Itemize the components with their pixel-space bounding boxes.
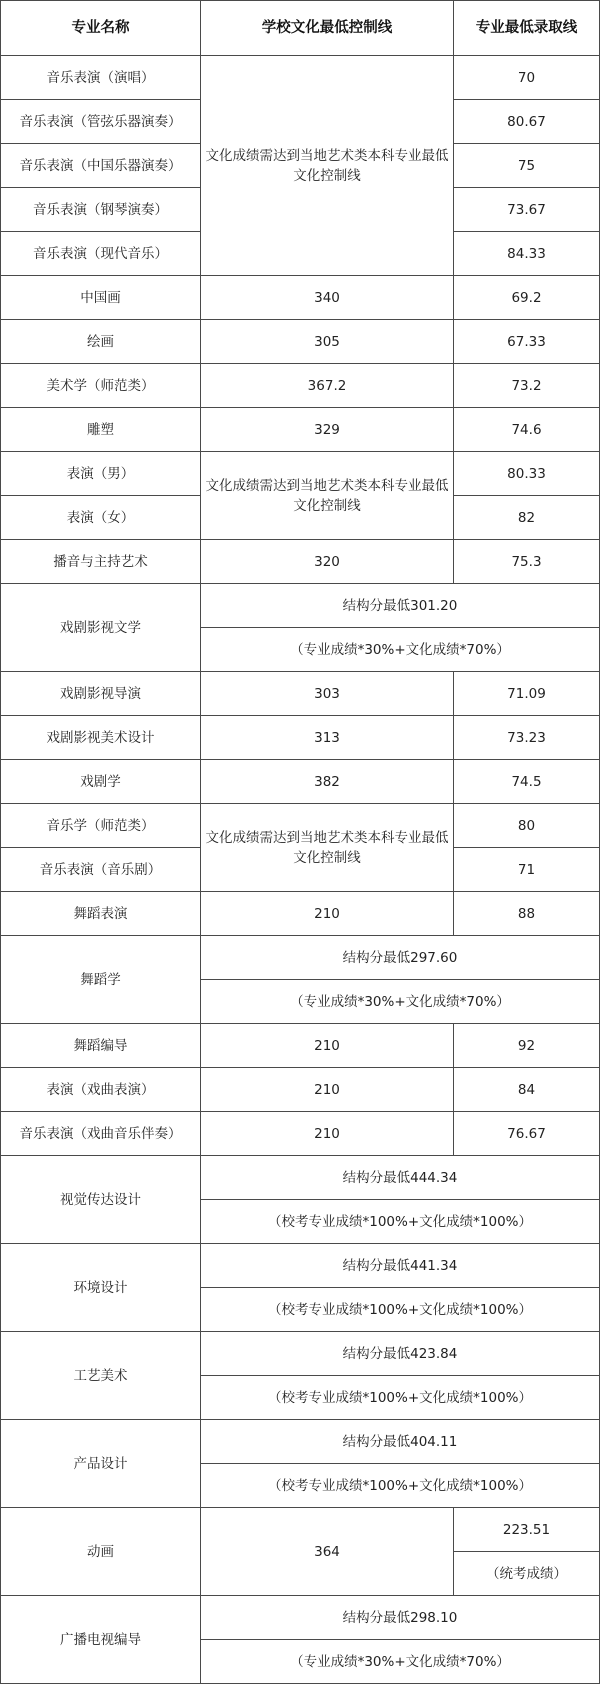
table-row (1, 56, 600, 100)
major-min-score: 82 (454, 496, 600, 540)
table-row (1, 1508, 600, 1552)
major-min-score: 88 (454, 892, 600, 936)
table-row (1, 1596, 600, 1640)
major-min-score: 73.2 (454, 364, 600, 408)
table-row (1, 760, 600, 804)
major-name: 音乐表演（钢琴演奏） (1, 188, 201, 232)
culture-min-score: 340 (201, 276, 454, 320)
composite-min-score: 结构分最低298.10 (201, 1596, 600, 1640)
major-name: 音乐表演（戏曲音乐伴奏） (1, 1112, 201, 1156)
major-min-score: 74.6 (454, 408, 600, 452)
major-name: 音乐表演（演唱） (1, 56, 201, 100)
major-min-score: 69.2 (454, 276, 600, 320)
culture-min-score: 210 (201, 892, 454, 936)
table-row (1, 1068, 600, 1112)
culture-requirement-note: 文化成绩需达到当地艺术类本科专业最低文化控制线 (201, 452, 454, 540)
major-min-score: 73.23 (454, 716, 600, 760)
culture-min-score: 305 (201, 320, 454, 364)
major-min-score: 70 (454, 56, 600, 100)
major-name: 音乐表演（音乐剧） (1, 848, 201, 892)
header-culture-min-line: 学校文化最低控制线 (201, 1, 454, 56)
major-min-score: 76.67 (454, 1112, 600, 1156)
culture-requirement-note: 文化成绩需达到当地艺术类本科专业最低文化控制线 (201, 56, 454, 276)
major-min-score: 73.67 (454, 188, 600, 232)
major-name: 视觉传达设计 (1, 1156, 201, 1244)
composite-min-score: 结构分最低297.60 (201, 936, 600, 980)
major-name: 表演（女） (1, 496, 201, 540)
culture-min-score: 320 (201, 540, 454, 584)
major-name: 雕塑 (1, 408, 201, 452)
culture-min-score: 210 (201, 1068, 454, 1112)
major-min-score: 74.5 (454, 760, 600, 804)
table-row (1, 1244, 600, 1288)
score-formula: （专业成绩*30%+文化成绩*70%） (201, 1640, 600, 1684)
culture-min-score: 210 (201, 1112, 454, 1156)
table-row (1, 672, 600, 716)
major-name: 舞蹈学 (1, 936, 201, 1024)
table-row (1, 1024, 600, 1068)
major-name: 音乐表演（管弦乐器演奏） (1, 100, 201, 144)
score-basis-note: （统考成绩） (454, 1552, 600, 1596)
table-row (1, 408, 600, 452)
major-name: 戏剧学 (1, 760, 201, 804)
major-name: 中国画 (1, 276, 201, 320)
table-row (1, 540, 600, 584)
culture-min-score: 364 (201, 1508, 454, 1596)
culture-min-score: 303 (201, 672, 454, 716)
header-row (1, 1, 600, 56)
major-name: 戏剧影视文学 (1, 584, 201, 672)
major-name: 音乐学（师范类） (1, 804, 201, 848)
score-formula: （校考专业成绩*100%+文化成绩*100%） (201, 1464, 600, 1508)
major-name: 播音与主持艺术 (1, 540, 201, 584)
culture-min-score: 382 (201, 760, 454, 804)
major-name: 舞蹈编导 (1, 1024, 201, 1068)
table-row (1, 1420, 600, 1464)
major-name: 表演（男） (1, 452, 201, 496)
header-major-name: 专业名称 (1, 1, 201, 56)
major-name: 舞蹈表演 (1, 892, 201, 936)
table-row (1, 1332, 600, 1376)
table-row (1, 584, 600, 628)
table-row (1, 936, 600, 980)
major-name: 广播电视编导 (1, 1596, 201, 1684)
major-name: 表演（戏曲表演） (1, 1068, 201, 1112)
major-name: 戏剧影视美术设计 (1, 716, 201, 760)
table-row (1, 804, 600, 848)
table-row (1, 452, 600, 496)
major-min-score: 92 (454, 1024, 600, 1068)
major-min-score: 84 (454, 1068, 600, 1112)
culture-min-score: 367.2 (201, 364, 454, 408)
major-min-score: 71 (454, 848, 600, 892)
major-min-score: 67.33 (454, 320, 600, 364)
culture-min-score: 313 (201, 716, 454, 760)
major-min-score: 84.33 (454, 232, 600, 276)
table-row (1, 1112, 600, 1156)
composite-min-score: 结构分最低404.11 (201, 1420, 600, 1464)
major-name: 音乐表演（现代音乐） (1, 232, 201, 276)
composite-min-score: 结构分最低423.84 (201, 1332, 600, 1376)
composite-min-score: 结构分最低441.34 (201, 1244, 600, 1288)
table-row (1, 892, 600, 936)
major-min-score: 80.33 (454, 452, 600, 496)
major-name: 产品设计 (1, 1420, 201, 1508)
major-min-score: 223.51 (454, 1508, 600, 1552)
score-formula: （校考专业成绩*100%+文化成绩*100%） (201, 1376, 600, 1420)
major-name: 绘画 (1, 320, 201, 364)
score-formula: （专业成绩*30%+文化成绩*70%） (201, 980, 600, 1024)
score-formula: （专业成绩*30%+文化成绩*70%） (201, 628, 600, 672)
major-name: 音乐表演（中国乐器演奏） (1, 144, 201, 188)
major-name: 美术学（师范类） (1, 364, 201, 408)
header-major-min-score: 专业最低录取线 (454, 1, 600, 56)
score-formula: （校考专业成绩*100%+文化成绩*100%） (201, 1200, 600, 1244)
major-min-score: 75.3 (454, 540, 600, 584)
major-min-score: 71.09 (454, 672, 600, 716)
culture-min-score: 329 (201, 408, 454, 452)
table-row (1, 364, 600, 408)
culture-requirement-note: 文化成绩需达到当地艺术类本科专业最低文化控制线 (201, 804, 454, 892)
table-row (1, 320, 600, 364)
major-name: 工艺美术 (1, 1332, 201, 1420)
major-name: 环境设计 (1, 1244, 201, 1332)
composite-min-score: 结构分最低301.20 (201, 584, 600, 628)
table-row (1, 716, 600, 760)
composite-min-score: 结构分最低444.34 (201, 1156, 600, 1200)
major-name: 戏剧影视导演 (1, 672, 201, 716)
major-name: 动画 (1, 1508, 201, 1596)
table-row (1, 1156, 600, 1200)
table-row (1, 276, 600, 320)
major-min-score: 75 (454, 144, 600, 188)
major-min-score: 80 (454, 804, 600, 848)
score-formula: （校考专业成绩*100%+文化成绩*100%） (201, 1288, 600, 1332)
culture-min-score: 210 (201, 1024, 454, 1068)
major-min-score: 80.67 (454, 100, 600, 144)
